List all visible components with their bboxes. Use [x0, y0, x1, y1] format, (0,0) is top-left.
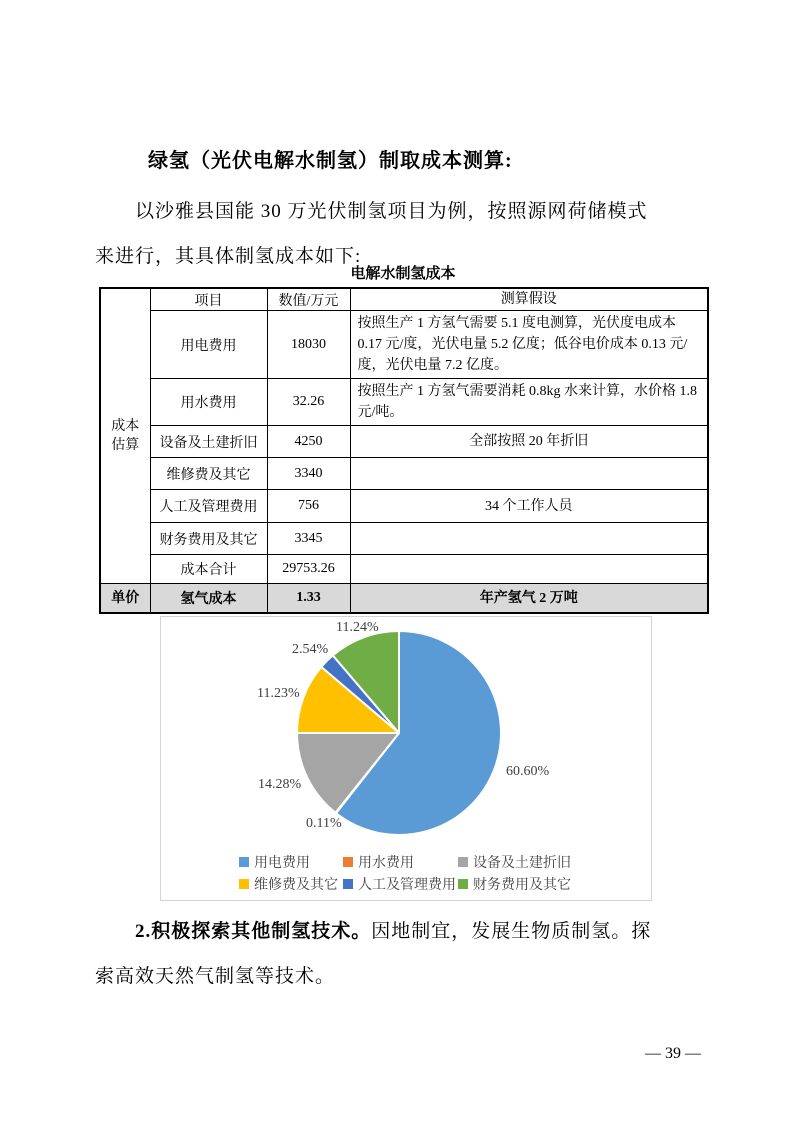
intro-paragraph-line2: 来进行，其具体制氢成本如下: [95, 246, 362, 267]
table-row [100, 458, 708, 490]
legend-item-labor [343, 874, 456, 894]
legend-label: 财务费用及其它 [473, 878, 571, 893]
cost-table [99, 287, 709, 614]
row-value: 3340 [267, 458, 350, 490]
row-value: 3345 [267, 523, 350, 555]
row-item: 用电费用 [150, 311, 267, 379]
row-assumption [350, 523, 708, 555]
section-heading: 绿氢（光伏电解水制氢）制取成本测算: [148, 150, 513, 172]
legend-label: 用电费用 [254, 856, 310, 871]
row-value: 4250 [267, 426, 350, 458]
legend-swatch-icon [239, 879, 249, 889]
legend-swatch-icon [239, 857, 249, 867]
row-assumption: 按照生产 1 方氢气需要 5.1 度电测算，光伏度电成本 0.17 元/度，光伏电量 5.2 亿度；低谷电价成本 0.13 元/度，光伏电量 7.2 亿度。 [350, 311, 708, 379]
body-paragraph2-line2: 索高效天然气制氢等技术。 [95, 966, 336, 987]
unit-price-row [100, 584, 708, 614]
table-title: 电解水制氢成本 [350, 266, 456, 282]
legend-label: 设备及土建折旧 [473, 856, 571, 871]
table-row [100, 490, 708, 523]
header-value: 数值/万元 [267, 288, 350, 311]
table-row [100, 426, 708, 458]
row-value: 18030 [267, 311, 350, 379]
pie-label-depreciation: 14.28% [258, 777, 302, 792]
group-cell-cost-estimate: 成本估算 [100, 288, 150, 584]
table-row [100, 311, 708, 379]
legend-item-water [343, 852, 414, 872]
paragraph2-rest: 因地制宜，发展生物质制氢。探 [371, 921, 652, 942]
row-assumption: 34 个工作人员 [350, 490, 708, 523]
pie-label-finance: 11.24% [336, 620, 379, 635]
row-value: 1.33 [267, 584, 350, 614]
legend-label: 人工及管理费用 [358, 878, 456, 893]
pie-label-maintenance: 11.23% [257, 686, 300, 701]
row-assumption [350, 458, 708, 490]
page-number: — 39 — [645, 1045, 701, 1062]
row-item: 氢气成本 [150, 584, 267, 614]
intro-paragraph-line1: 以沙雅县国能 30 万光伏制氢项目为例，按照源网荷储模式 [135, 201, 648, 222]
row-value: 32.26 [267, 379, 350, 426]
row-item: 财务费用及其它 [150, 523, 267, 555]
legend-item-depreciation [458, 852, 571, 872]
legend-item-finance [458, 874, 571, 894]
row-assumption: 年产氢气 2 万吨 [350, 584, 708, 614]
paragraph2-bold-lead: 2.积极探索其他制氢技术。 [135, 921, 372, 942]
pie-chart-area [160, 616, 652, 901]
row-assumption: 按照生产 1 方氢气需要消耗 0.8kg 水来计算，水价格 1.8 元/吨。 [350, 379, 708, 426]
group-cell-unit-price: 单价 [100, 584, 150, 614]
table-header-row [100, 288, 708, 311]
legend-swatch-icon [343, 879, 353, 889]
row-item: 用水费用 [150, 379, 267, 426]
table-row [100, 379, 708, 426]
body-paragraph2-line1 [95, 916, 713, 943]
legend-item-electricity [239, 852, 310, 872]
row-item: 成本合计 [150, 555, 267, 584]
legend-label: 用水费用 [358, 856, 414, 871]
legend-swatch-icon [458, 857, 468, 867]
row-item: 人工及管理费用 [150, 490, 267, 523]
row-item: 维修费及其它 [150, 458, 267, 490]
header-assumption: 测算假设 [350, 288, 708, 311]
header-item: 项目 [150, 288, 267, 311]
legend-swatch-icon [343, 857, 353, 867]
table-row [100, 523, 708, 555]
row-item: 设备及土建折旧 [150, 426, 267, 458]
pie-label-water: 0.11% [306, 816, 342, 831]
row-value: 29753.26 [267, 555, 350, 584]
pie-label-electricity: 60.60% [506, 764, 550, 779]
row-value: 756 [267, 490, 350, 523]
row-assumption [350, 555, 708, 584]
table-row [100, 555, 708, 584]
pie-label-labor: 2.54% [292, 642, 329, 657]
row-assumption: 全部按照 20 年折旧 [350, 426, 708, 458]
legend-item-maintenance [239, 874, 338, 894]
legend-swatch-icon [458, 879, 468, 889]
legend-label: 维修费及其它 [254, 878, 338, 893]
